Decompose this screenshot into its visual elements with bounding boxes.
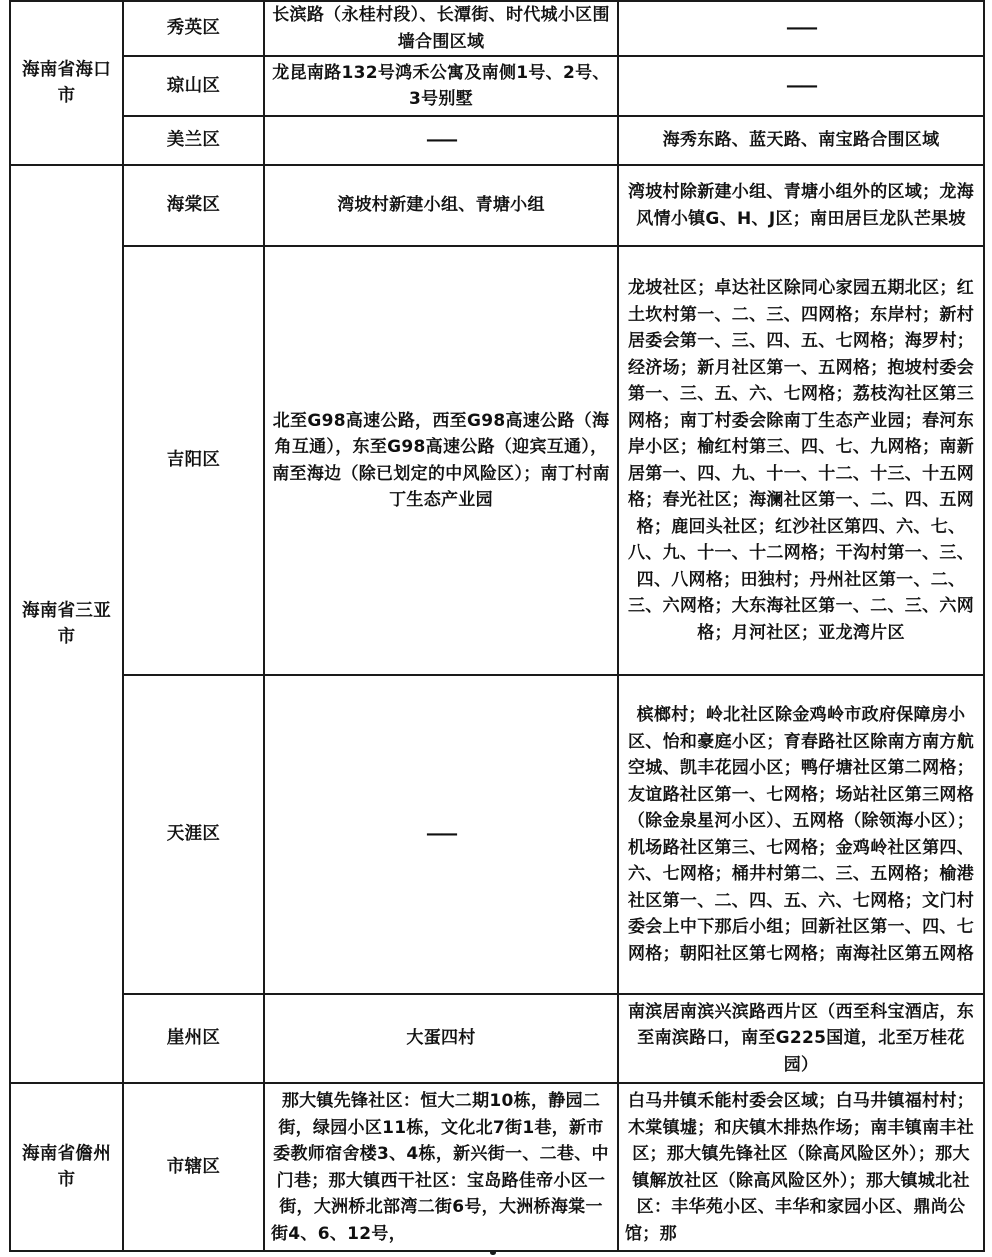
table-row [10, 1083, 984, 1251]
table-row [10, 246, 984, 675]
high-risk-cell: 大蛋四村 [264, 994, 618, 1083]
high-risk-cell: 湾坡村新建小组、青塘小组 [264, 165, 618, 246]
medium-risk-cell: 槟榔村；岭北社区除金鸡岭市政府保障房小区、怡和豪庭小区；育春路社区除南方南方航空城、凯丰花园小区；鸭仔塘社区第二网格；友谊路社区第一、七网格；场站社区第三网格（除金泉星河小区）、五网格（除领海小区）；机场路社区第三、七网格；金鸡岭社区第四、六、七网格；桶井村第二、三、五网格；榆港社区第一、二、四、五、六、七网格；文门村委会上中下那后小组；回新社区第一、四、七网格；朝阳社区第七网格；南海社区第五网格 [618, 675, 984, 994]
page-edge-mark [490, 1250, 496, 1255]
high-risk-cell: 北至G98高速公路，西至G98高速公路（海角互通），东至G98高速公路（迎宾互通），南至海边（除已划定的中风险区）；南丁村南丁生态产业园 [264, 246, 618, 675]
district-cell: 琼山区 [123, 56, 264, 116]
city-cell: 海南省三亚市 [10, 165, 123, 1083]
district-cell: 市辖区 [123, 1083, 264, 1251]
high-risk-cell: —— [264, 116, 618, 165]
medium-risk-cell: 湾坡村除新建小组、青塘小组外的区域；龙海风情小镇G、H、J区；南田居巨龙队芒果坡 [618, 165, 984, 246]
district-cell: 海棠区 [123, 165, 264, 246]
risk-area-table [9, 0, 985, 1252]
high-risk-cell: 那大镇先锋社区：恒大二期10栋，静园二街，绿园小区11栋，文化北7街1巷，新市委教师宿舍楼3、4栋，新兴街一、二巷、中门巷；那大镇西干社区：宝岛路佳帝小区一街，大洲桥北部湾二街6号，大洲桥海棠一街4、6、12号， [264, 1083, 618, 1251]
high-risk-cell: 龙昆南路132号鸿禾公寓及南侧1号、2号、3号别墅 [264, 56, 618, 116]
table-row [10, 116, 984, 165]
high-risk-cell: —— [264, 675, 618, 994]
city-cell: 海南省海口市 [10, 1, 123, 165]
table-row [10, 1, 984, 56]
medium-risk-cell: 南滨居南滨兴滨路西片区（西至科宝酒店，东至南滨路口，南至G225国道，北至万桂花园） [618, 994, 984, 1083]
medium-risk-cell: 白马井镇禾能村委会区域；白马井镇福村村；木棠镇墟；和庆镇木排热作场；南丰镇南丰社区；那大镇先锋社区（除高风险区外）；那大镇解放社区（除高风险区外）；那大镇城北社区：丰华苑小区、丰华和家园小区、鼎尚公馆；那 [618, 1083, 984, 1251]
medium-risk-cell: 龙坡社区；卓达社区除同心家园五期北区；红土坎村第一、二、三、四网格；东岸村；新村居委会第一、三、四、五、七网格；海罗村；经济场；新月社区第一、五网格；抱坡村委会第一、三、五、六、七网格；荔枝沟社区第三网格；南丁村委会除南丁生态产业园；春河东岸小区；榆红村第三、四、七、九网格；南新居第一、四、九、十一、十二、十三、十五网格；春光社区；海澜社区第一、二、四、五网格；鹿回头社区；红沙社区第四、六、七、八、九、十一、十二网格；干沟村第一、三、四、八网格；田独村；丹州社区第一、二、三、六网格；大东海社区第一、二、三、六网格；月河社区；亚龙湾片区 [618, 246, 984, 675]
table-row [10, 165, 984, 246]
medium-risk-cell: —— [618, 1, 984, 56]
medium-risk-cell: —— [618, 56, 984, 116]
city-cell: 海南省儋州市 [10, 1083, 123, 1251]
table-row [10, 56, 984, 116]
district-cell: 崖州区 [123, 994, 264, 1083]
district-cell: 秀英区 [123, 1, 264, 56]
district-cell: 天涯区 [123, 675, 264, 994]
district-cell: 吉阳区 [123, 246, 264, 675]
district-cell: 美兰区 [123, 116, 264, 165]
table-row [10, 675, 984, 994]
medium-risk-cell: 海秀东路、蓝天路、南宝路合围区域 [618, 116, 984, 165]
table-row [10, 994, 984, 1083]
high-risk-cell: 长滨路（永桂村段）、长潭街、时代城小区围墙合围区域 [264, 1, 618, 56]
